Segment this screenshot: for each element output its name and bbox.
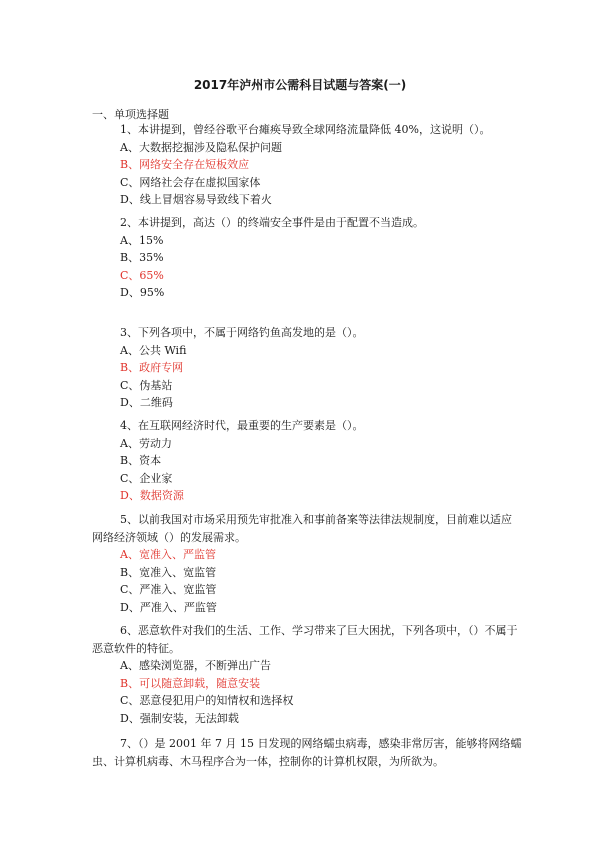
question-stem: 5、以前我国对市场采用预先审批准入和事前备案等法律法规制度，目前难以适应网络经济领域（）的发展需求。: [92, 513, 512, 544]
document-title: 2017年泸州市公需科目试题与答案(一): [193, 78, 407, 92]
question-stem: 1、本讲提到，曾经谷歌平台瘫痪导致全球网络流量降低 40%，这说明（）。: [120, 123, 491, 136]
question-stem: 6、恶意软件对我们的生活、工作、学习带来了巨大困扰，下列各项中，（）不属于恶意软件的特征。: [92, 624, 518, 655]
option-b: B、35%: [120, 251, 164, 264]
option-d: D、严准入、严监管: [120, 600, 217, 614]
option-b-correct: B、网络安全存在短板效应: [120, 158, 250, 171]
option-d: D、强制安装，无法卸载: [120, 711, 239, 725]
question-4: [92, 417, 522, 505]
question-stem: 7、（）是 2001 年 7 月 15 日发现的网络蠕虫病毒，感染非常厉害，能够将网络蠕虫、计算机病毒、木马程序合为一体，控制你的计算机权限，为所欲为。: [92, 737, 522, 768]
option-d-correct: D、数据资源: [120, 489, 184, 502]
option-d: D、线上冒烟容易导致线下着火: [120, 193, 272, 206]
option-d: D、二维码: [120, 396, 173, 409]
question-6: [92, 622, 522, 727]
option-d: D、95%: [120, 286, 165, 299]
question-2: [92, 214, 522, 302]
option-c-correct: C、65%: [120, 268, 164, 282]
option-c: C、网络社会存在虚拟国家体: [120, 175, 261, 189]
question-5: [92, 511, 522, 616]
option-a-correct: A、宽准入、严监管: [120, 548, 216, 561]
option-a: A、公共 Wifi: [120, 343, 187, 357]
question-stem: 4、在互联网经济时代，最重要的生产要素是（）。: [120, 419, 364, 432]
option-c: C、恶意侵犯用户的知情权和选择权: [120, 694, 294, 707]
option-c: C、严准入、宽监管: [120, 583, 217, 596]
question-stem: 2、本讲提到，高达（）的终端安全事件是由于配置不当造成。: [120, 216, 424, 229]
option-b: B、资本: [120, 454, 162, 467]
section-heading: 一、单项选择题: [92, 108, 169, 121]
option-b-correct: B、政府专网: [120, 361, 184, 374]
option-a: A、劳动力: [120, 436, 172, 450]
question-1: [92, 121, 522, 209]
option-a: A、感染浏览器，不断弹出广告: [120, 659, 271, 672]
option-a: A、大数据挖掘涉及隐私保护问题: [120, 140, 282, 154]
option-b: B、宽准入、宽监管: [120, 565, 217, 579]
question-7: [92, 735, 522, 770]
option-c: C、企业家: [120, 471, 173, 485]
option-a: A、15%: [120, 233, 164, 247]
question-stem: 3、下列各项中，不属于网络钓鱼高发地的是（）。: [120, 326, 364, 339]
option-b-correct: B、可以随意卸载，随意安装: [120, 676, 261, 690]
question-3: [92, 324, 522, 412]
option-c: C、伪基站: [120, 378, 173, 392]
